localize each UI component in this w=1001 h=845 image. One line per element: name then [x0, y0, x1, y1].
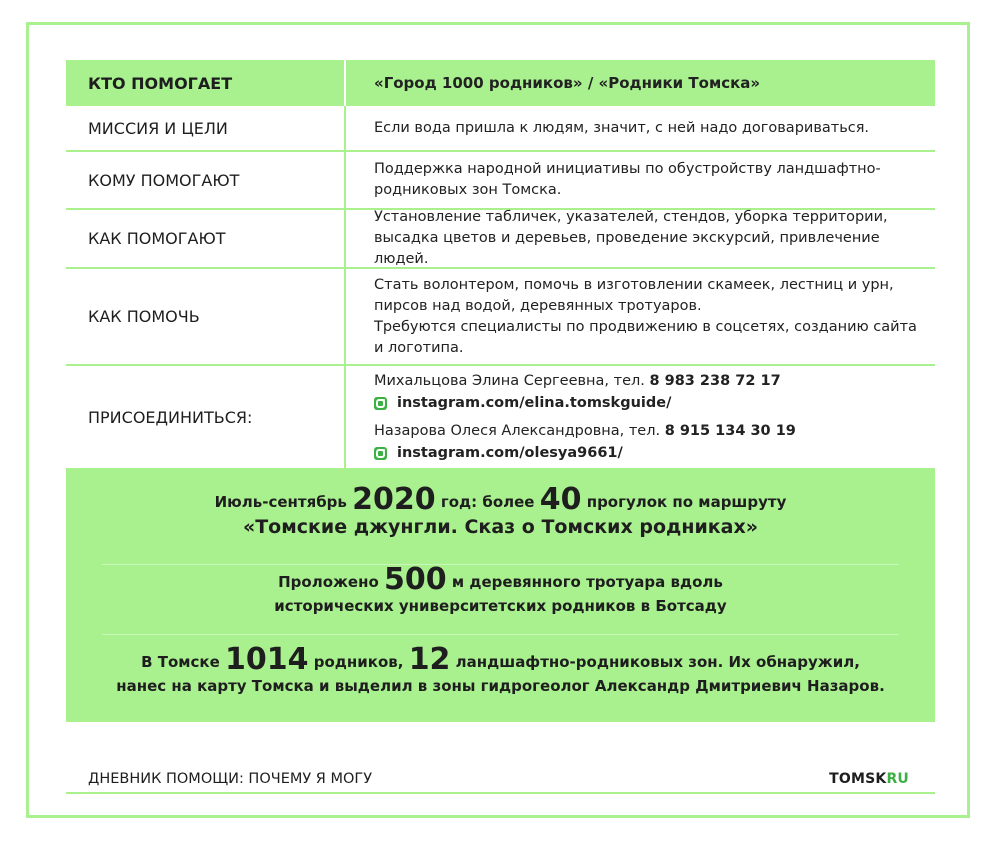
row-label: КАК ПОМОЧЬ: [66, 269, 346, 364]
stat-springs: В Томске 1014 родников, 12 ландшафтно-родниковых зон. Их обнаружил, нанес на карту Томска и выделил в зоны гидрогеолог Александр Дмитриевич Назаров.: [116, 642, 885, 695]
table-row-how-to-help: [66, 269, 935, 366]
stat-boardwalk: Проложено 500 м деревянного тротуара вдоль исторических университетских родников в Ботсаду: [274, 562, 727, 615]
row-value: Стать волонтером, помочь в изготовлении скамеек, лестниц и урн, пирсов над водой, деревянных тротуаров. Требуются специалисты по продвижению в соцсетях, созданию сайта и логотипа.: [374, 276, 917, 356]
row-value: Поддержка народной инициативы по обустройству ландшафтно- родниковых зон Томска.: [374, 161, 881, 198]
contact-line: Михальцова Элина Сергеевна, тел. 8 983 238 72 17: [374, 373, 781, 389]
table-row-how-help: [66, 210, 935, 269]
divider: [102, 564, 899, 565]
instagram-link[interactable]: instagram.com/elina.tomskguide/: [374, 392, 935, 414]
stats-box: [66, 468, 935, 722]
info-table: [66, 60, 935, 468]
table-row-who-helps: [66, 60, 935, 106]
row-label: МИССИЯ И ЦЕЛИ: [66, 106, 346, 150]
contact-line: Назарова Олеся Александровна, тел. 8 915 134 30 19: [374, 423, 796, 439]
row-value: Установление табличек, указателей, стендов, уборка территории, высадка цветов и деревьев, проведение экскурсий, привлечение людей.: [374, 209, 888, 267]
instagram-icon: [374, 397, 387, 410]
stat-walks: Июль-сентябрь 2020 год: более 40 прогулок по маршруту «Томские джунгли. Сказ о Томских родниках»: [214, 482, 787, 538]
divider: [102, 634, 899, 635]
row-label: ПРИСОЕДИНИТЬСЯ:: [66, 366, 346, 468]
phone-number[interactable]: 8 915 134 30 19: [664, 423, 796, 439]
row-value: [346, 366, 935, 468]
tomskru-logo: TOMSKRU: [829, 771, 909, 787]
instagram-link[interactable]: instagram.com/olesya9661/: [374, 442, 935, 464]
phone-number[interactable]: 8 983 238 72 17: [649, 373, 781, 389]
row-label: КТО ПОМОГАЕТ: [66, 60, 346, 106]
row-label: КОМУ ПОМОГАЮТ: [66, 152, 346, 208]
row-value: «Город 1000 родников» / «Родники Томска»: [374, 73, 761, 92]
instagram-icon: [374, 447, 387, 460]
footer-title: ДНЕВНИК ПОМОЩИ: ПОЧЕМУ Я МОГУ: [88, 771, 373, 787]
table-row-join: [66, 366, 935, 468]
row-label: КАК ПОМОГАЮТ: [66, 210, 346, 267]
table-row-mission: [66, 106, 935, 152]
row-value: Если вода пришла к людям, значит, с ней надо договариваться.: [374, 119, 870, 136]
table-row-whom: [66, 152, 935, 210]
footer-rule: [66, 792, 935, 794]
